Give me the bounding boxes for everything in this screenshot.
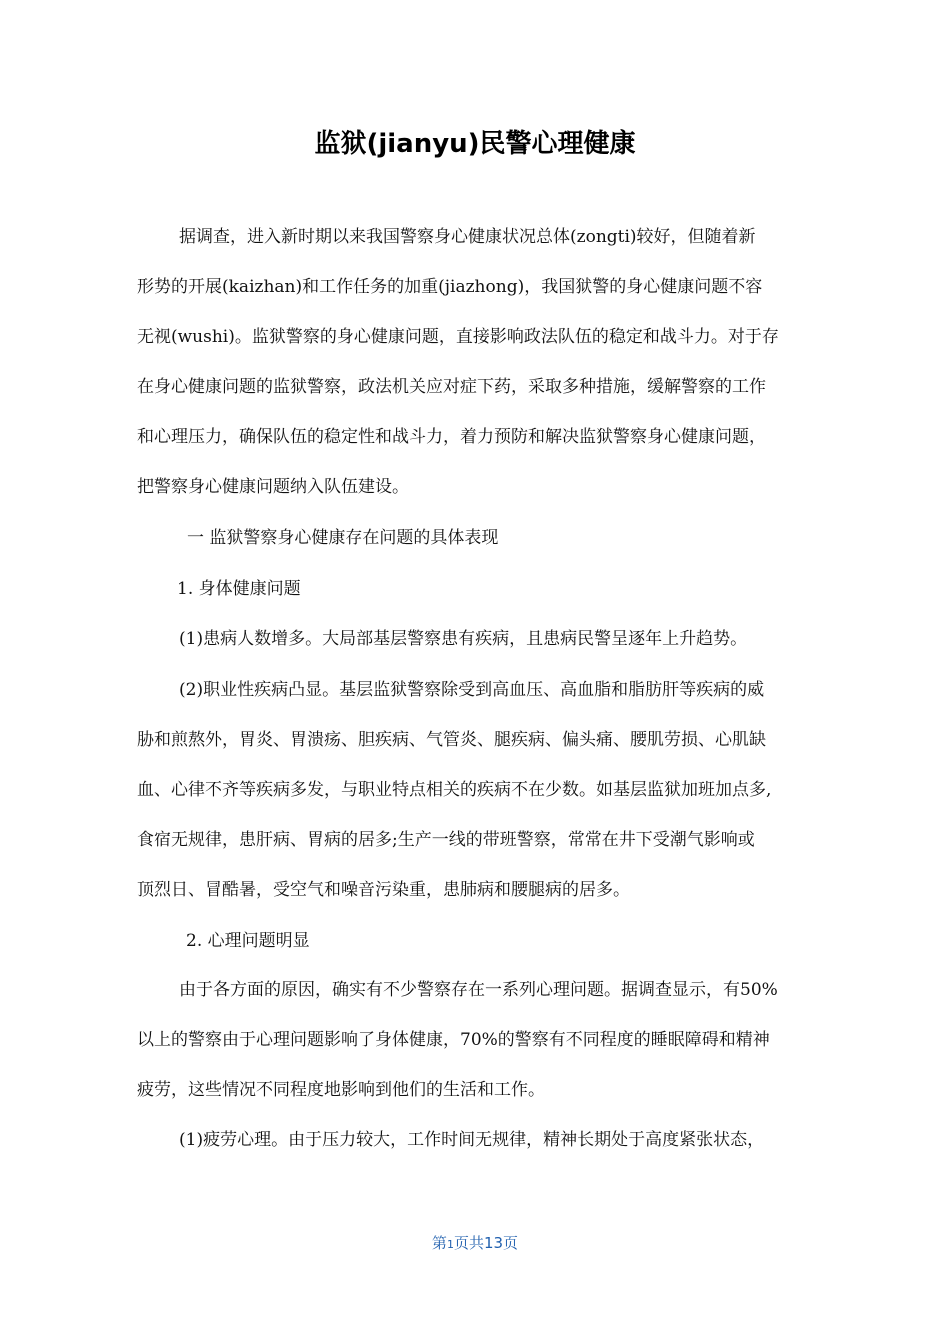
footer-suffix: 页 [503, 1234, 519, 1252]
paragraph-line: (2)职业性疾病凸显。基层监狱警察除受到高血压、高血脂和脂肪肝等疾病的威 [179, 680, 765, 700]
paragraph-line: 把警察身心健康问题纳入队伍建设。 [137, 477, 409, 497]
paragraph-line: 无视(wushi)。监狱警察的身心健康问题，直接影响政法队伍的稳定和战斗力。对于存 [137, 327, 779, 347]
paragraph-line: (1)患病人数增多。大局部基层警察患有疾病，且患病民警呈逐年上升趋势。 [179, 629, 748, 649]
paragraph-line: (1)疲劳心理。由于压力较大，工作时间无规律，精神长期处于高度紧张状态， [179, 1130, 765, 1150]
paragraph-line: 由于各方面的原因，确实有不少警察存在一系列心理问题。据调查显示，有50% [179, 980, 778, 1000]
paragraph-line: 顶烈日、冒酷暑，受空气和噪音污染重，患肺病和腰腿病的居多。 [137, 880, 630, 900]
paragraph-line: 和心理压力，确保队伍的稳定性和战斗力，着力预防和解决监狱警察身心健康问题， [137, 427, 766, 447]
page-footer [0, 1232, 950, 1256]
paragraph-line: 在身心健康问题的监狱警察，政法机关应对症下药，采取多种措施，缓解警察的工作 [137, 377, 766, 397]
paragraph-line: 形势的开展(kaizhan)和工作任务的加重(jiazhong)，我国狱警的身心健康问题不容 [137, 277, 763, 297]
paragraph-line: 血、心律不齐等疾病多发，与职业特点相关的疾病不在少数。如基层监狱加班加点多, [137, 780, 772, 800]
footer-total-pages: 13 [483, 1234, 504, 1252]
paragraph-line: 以上的警察由于心理问题影响了身体健康，70%的警察有不同程度的睡眠障碍和精神 [137, 1030, 770, 1050]
subsection-heading: 2. 心理问题明显 [186, 931, 310, 951]
paragraph-line: 胁和煎熬外，胃炎、胃溃疡、胆疾病、气管炎、腿疾病、偏头痛、腰肌劳损、心肌缺 [137, 730, 766, 750]
paragraph-line: 疲劳，这些情况不同程度地影响到他们的生活和工作。 [137, 1080, 545, 1100]
subsection-heading: 1. 身体健康问题 [177, 579, 301, 599]
document-title: 监狱(jianyu)民警心理健康 [314, 129, 636, 159]
section-heading: 一 监狱警察身心健康存在问题的具体表现 [187, 528, 499, 548]
footer-page-number: 1 [446, 1238, 454, 1251]
footer-middle: 页共 [453, 1234, 484, 1252]
paragraph-line: 据调查，进入新时期以来我国警察身心健康状况总体(zongti)较好，但随着新 [179, 227, 756, 247]
paragraph-line: 食宿无规律，患肝病、胃病的居多;生产一线的带班警察，常常在井下受潮气影响或 [137, 830, 755, 850]
footer-prefix: 第 [431, 1234, 447, 1252]
